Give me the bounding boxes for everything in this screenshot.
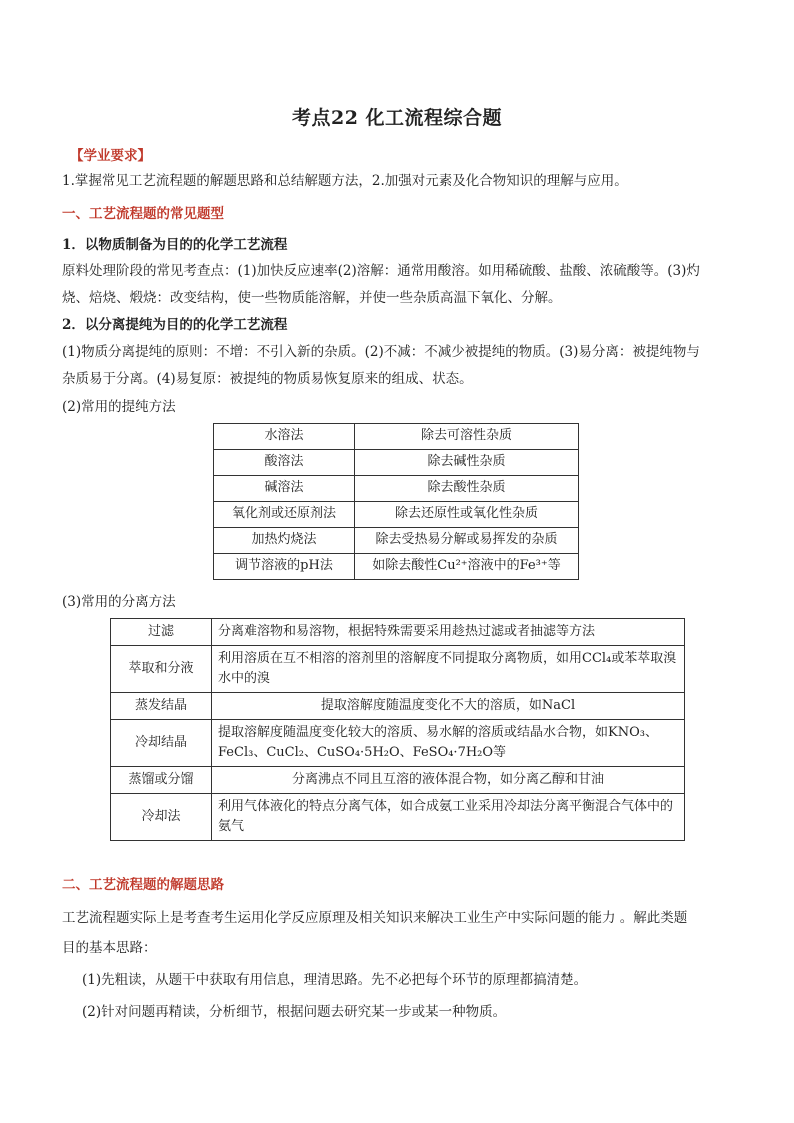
purify-desc: 除去受热易分解或易挥发的杂质 (355, 528, 579, 554)
purify-desc: 除去碱性杂质 (355, 450, 579, 476)
purify-method: 碱溶法 (214, 476, 355, 502)
purify-table (213, 423, 579, 580)
table-row (214, 450, 579, 476)
sub2-heading: 2．以分离提纯为目的的化学工艺流程 (62, 317, 288, 333)
separate-table (110, 618, 685, 841)
table-row (111, 619, 685, 646)
separate-desc: 利用溶质在互不相溶的溶剂里的溶解度不同提取分离物质，如用CCl₄或苯萃取溴水中的溴 (212, 646, 685, 693)
section2-line2: 目的基本思路： (62, 940, 157, 956)
table-row (214, 554, 579, 580)
separate-method: 冷却结晶 (111, 720, 212, 767)
section2-line1: 工艺流程题实际上是考查考生运用化学反应原理及相关知识来解决工业生产中实际问题的能力 。解此类题 (62, 910, 688, 926)
section2-heading: 二、工艺流程题的解题思路 (62, 877, 224, 893)
table-row (111, 794, 685, 841)
separate-method: 萃取和分液 (111, 646, 212, 693)
sub1-heading: 1．以物质制备为目的的化学工艺流程 (62, 237, 288, 253)
purify-method: 调节溶液的pH法 (214, 554, 355, 580)
table-row (111, 720, 685, 767)
separate-method: 蒸发结晶 (111, 693, 212, 720)
separate-method: 冷却法 (111, 794, 212, 841)
sub2-line1: (1)物质分离提纯的原则：不增：不引入新的杂质。(2)不减：不减少被提纯的物质。(3)易分离：被提纯物与 (62, 344, 700, 360)
purify-desc: 除去还原性或氧化性杂质 (355, 502, 579, 528)
separate-label: (3)常用的分离方法 (62, 594, 176, 610)
separate-method: 过滤 (111, 619, 212, 646)
section2-step2: (2)针对问题再精读，分析细节，根据问题去研究某一步或某一种物质。 (82, 1004, 507, 1020)
purify-desc: 除去酸性杂质 (355, 476, 579, 502)
separate-desc: 分离沸点不同且互溶的液体混合物，如分离乙醇和甘油 (212, 767, 685, 794)
separate-desc: 分离难溶物和易溶物，根据特殊需要采用趁热过滤或者抽滤等方法 (212, 619, 685, 646)
separate-desc: 提取溶解度随温度变化较大的溶质、易水解的溶质或结晶水合物，如KNO₃、FeCl₃、CuCl₂、CuSO₄·5H₂O、FeSO₄·7H₂O等 (212, 720, 685, 767)
table-row (214, 424, 579, 450)
purify-method: 酸溶法 (214, 450, 355, 476)
purify-desc: 除去可溶性杂质 (355, 424, 579, 450)
separate-desc: 利用气体液化的特点分离气体，如合成氨工业采用冷却法分离平衡混合气体中的氨气 (212, 794, 685, 841)
table-row (214, 502, 579, 528)
section2-step1: (1)先粗读，从题干中获取有用信息，理清思路。先不必把每个环节的原理都搞清楚。 (82, 972, 588, 988)
purify-label: (2)常用的提纯方法 (62, 399, 176, 415)
purify-method: 氧化剂或还原剂法 (214, 502, 355, 528)
table-row (214, 528, 579, 554)
purify-method: 加热灼烧法 (214, 528, 355, 554)
purify-desc: 如除去酸性Cu²⁺溶液中的Fe³⁺等 (355, 554, 579, 580)
table-row (214, 476, 579, 502)
separate-desc: 提取溶解度随温度变化不大的溶质，如NaCl (212, 693, 685, 720)
page-title: 考点22 化工流程综合题 (291, 107, 503, 129)
sub1-line2: 烧、焙烧、煅烧：改变结构，使一些物质能溶解，并使一些杂质高温下氧化、分解。 (62, 290, 562, 306)
requirements-text: 1.掌握常见工艺流程题的解题思路和总结解题方法，2.加强对元素及化合物知识的理解与应用。 (62, 173, 628, 189)
table-row (111, 693, 685, 720)
table-row (111, 767, 685, 794)
requirements-heading: 【学业要求】 (70, 148, 151, 164)
purify-method: 水溶法 (214, 424, 355, 450)
sub1-line1: 原料处理阶段的常见考查点：(1)加快反应速率(2)溶解：通常用酸溶。如用稀硫酸、盐酸、浓硫酸等。(3)灼 (62, 263, 700, 279)
table-row (111, 646, 685, 693)
separate-method: 蒸馏或分馏 (111, 767, 212, 794)
section1-heading: 一、工艺流程题的常见题型 (62, 206, 224, 222)
sub2-line2: 杂质易于分离。(4)易复原：被提纯的物质易恢复原来的组成、状态。 (62, 371, 473, 387)
